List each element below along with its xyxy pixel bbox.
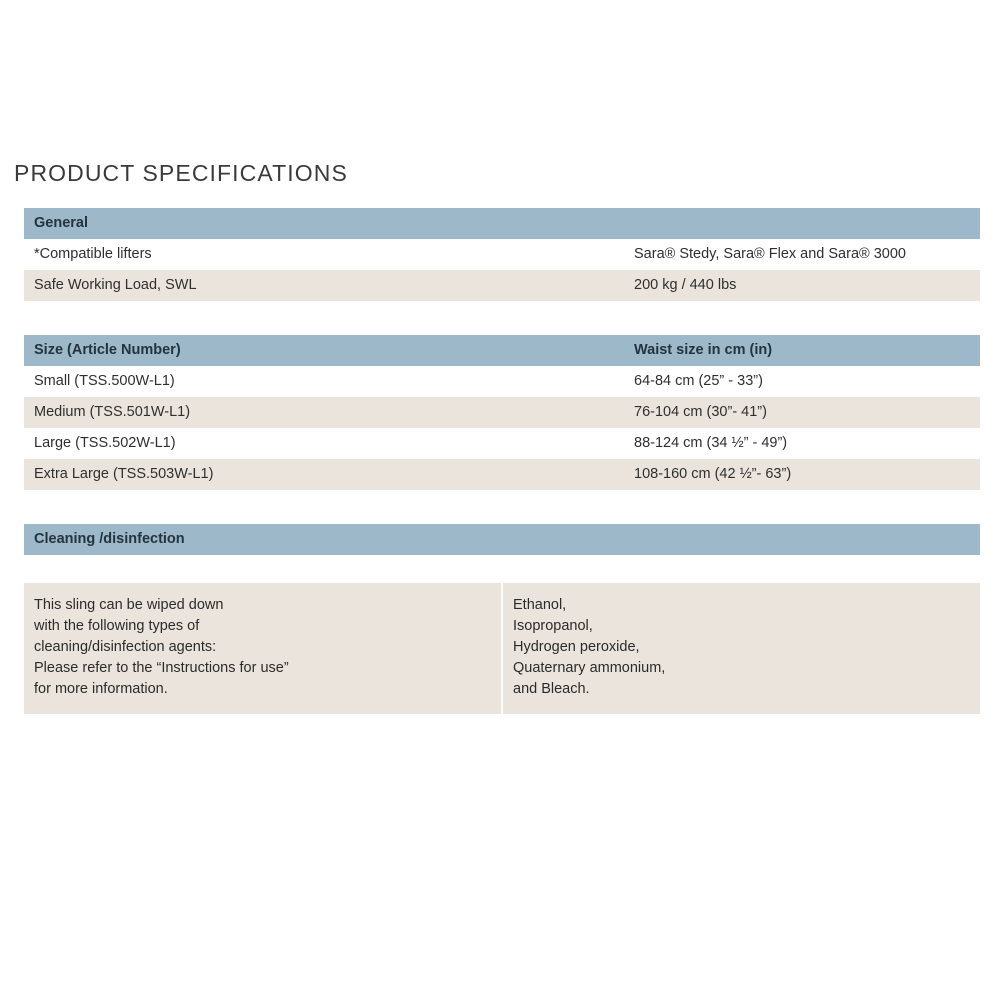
cleaning-agent-line: Hydrogen peroxide, (513, 639, 640, 656)
cleaning-agent-line: Quaternary ammonium, (513, 660, 666, 677)
row-label: Medium (TSS.501W-L1) (24, 397, 624, 428)
cleaning-agent-line: Ethanol, (513, 597, 567, 613)
table-row (24, 397, 980, 428)
table-spacer (24, 555, 980, 583)
size-header-left: Size (Article Number) (24, 335, 624, 366)
row-value: 88-124 cm (34 ½” - 49”) (624, 428, 980, 459)
row-label: Small (TSS.500W-L1) (24, 366, 624, 397)
table-header-row (24, 524, 980, 555)
row-label: Extra Large (TSS.503W-L1) (24, 459, 624, 490)
row-value: 76-104 cm (30”- 41”) (624, 397, 980, 428)
size-header-right: Waist size in cm (in) (624, 335, 980, 366)
size-table (24, 335, 980, 490)
table-spacer (24, 490, 980, 524)
cleaning-agent-line: Isopropanol, (513, 618, 593, 635)
row-value: 64-84 cm (25” - 33”) (624, 366, 980, 397)
row-value: Sara® Stedy, Sara® Flex and Sara® 3000 (624, 239, 980, 270)
specifications-tables (24, 208, 980, 714)
table-spacer (24, 301, 980, 335)
table-row (24, 583, 980, 714)
general-header-right (624, 208, 980, 239)
general-table (24, 208, 980, 301)
row-label: Safe Working Load, SWL (24, 270, 624, 301)
table-row (24, 270, 980, 301)
row-value: 200 kg / 440 lbs (624, 270, 980, 301)
table-row (24, 428, 980, 459)
cleaning-agent-line: and Bleach. (513, 681, 590, 698)
row-value: 108-160 cm (42 ½”- 63”) (624, 459, 980, 490)
cleaning-instruction-line: for more information. (34, 681, 168, 698)
table-row (24, 366, 980, 397)
cleaning-agents-cell (502, 583, 980, 714)
cleaning-header-left: Cleaning /disinfection (24, 524, 624, 555)
cleaning-instructions-cell (24, 583, 502, 714)
row-label: *Compatible lifters (24, 239, 624, 270)
table-header-row (24, 208, 980, 239)
cleaning-instruction-line: This sling can be wiped down (34, 597, 224, 613)
table-row (24, 239, 980, 270)
table-row (24, 459, 980, 490)
general-header-left: General (24, 208, 624, 239)
cleaning-instruction-line: Please refer to the “Instructions for use” (34, 660, 289, 677)
cleaning-instruction-line: cleaning/disinfection agents: (34, 639, 217, 656)
table-header-row (24, 335, 980, 366)
cleaning-instruction-line: with the following types of (34, 618, 200, 635)
cleaning-header-right (624, 524, 980, 555)
cleaning-table-body (24, 583, 980, 714)
row-label: Large (TSS.502W-L1) (24, 428, 624, 459)
page-title: PRODUCT SPECIFICATIONS (14, 160, 348, 186)
cleaning-table-header (24, 524, 980, 555)
